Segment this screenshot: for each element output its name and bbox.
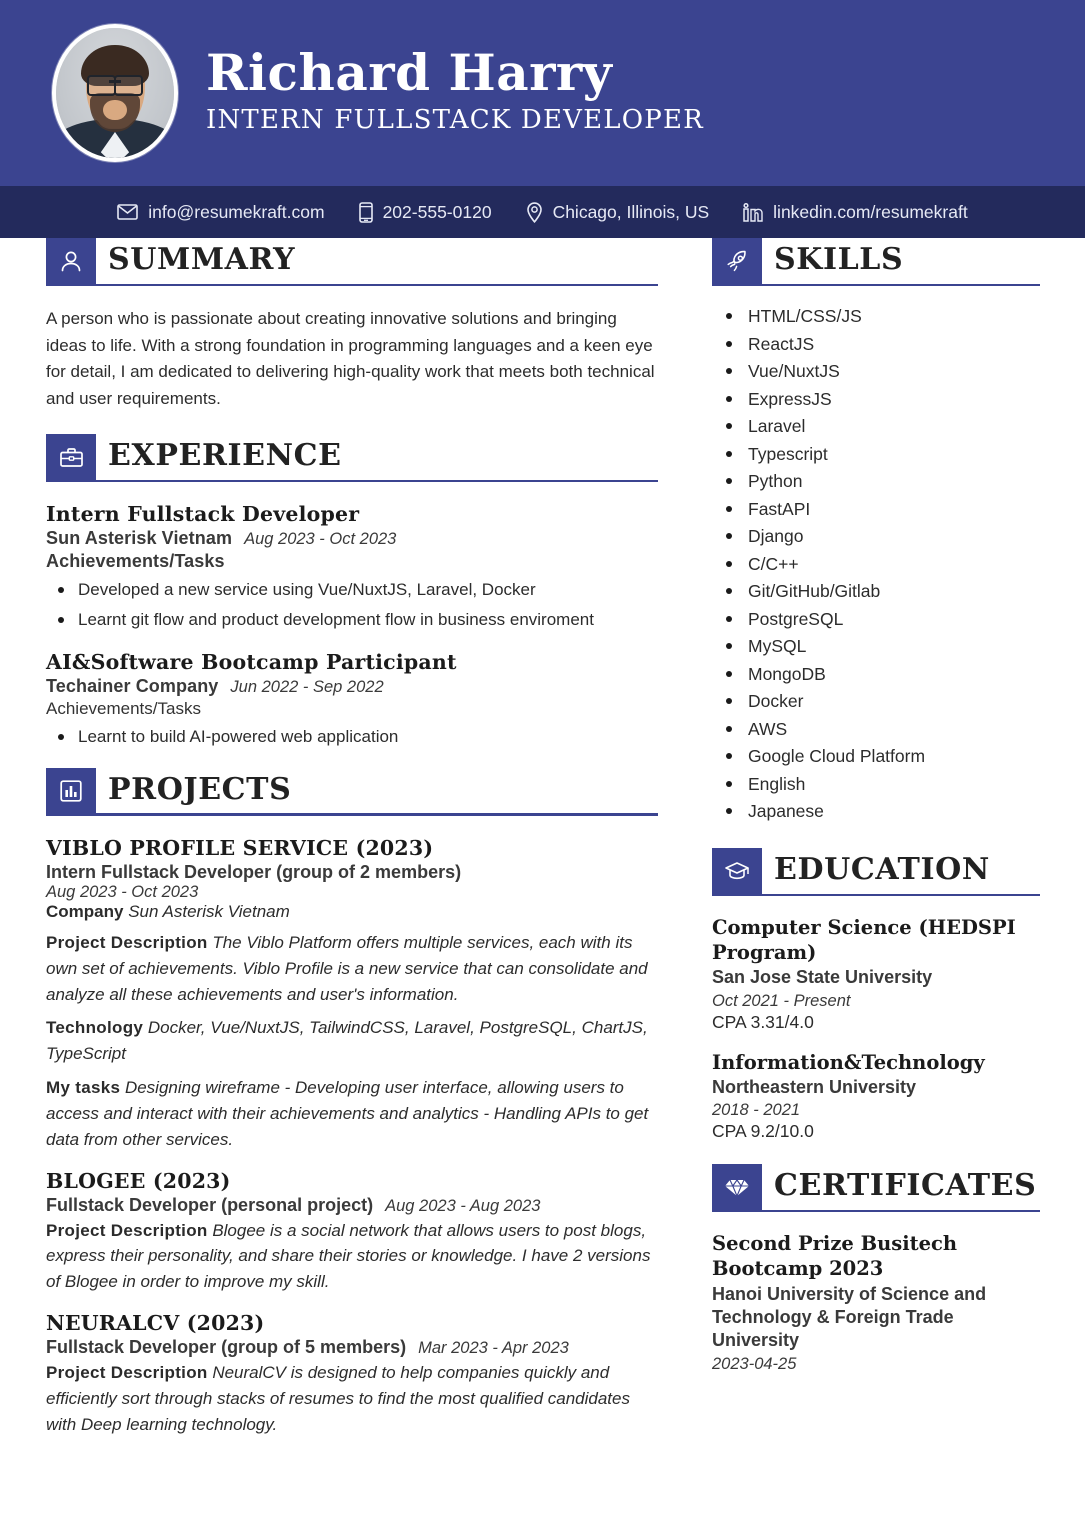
list-item: AWS bbox=[712, 719, 1042, 740]
contact-location[interactable] bbox=[526, 202, 710, 223]
contact-linkedin[interactable] bbox=[743, 202, 968, 223]
project-description-line bbox=[46, 1218, 660, 1295]
contact-linkedin-text: linkedin.com/resumekraft bbox=[773, 201, 968, 222]
candidate-name: Richard Harry bbox=[206, 42, 613, 102]
person-icon bbox=[46, 238, 96, 284]
experience-job-title: AI&Software Bootcamp Participant bbox=[46, 650, 457, 675]
project-description-value: NeuralCV is designed to help companies quickly and efficiently sort through stacks of resumes to find the most qualified candidates with Deep learning technology. bbox=[46, 1363, 630, 1434]
experience-divider bbox=[46, 480, 658, 483]
certificate-date: 2023-04-25 bbox=[712, 1354, 797, 1373]
contact-bar bbox=[0, 186, 1085, 238]
list-item: Typescript bbox=[712, 444, 1042, 465]
project-tasks-line bbox=[46, 1075, 660, 1152]
list-item: Google Cloud Platform bbox=[712, 746, 1042, 767]
certificate-issuer: Hanoi University of Science and Technology & Foreign Trade University bbox=[712, 1283, 987, 1351]
list-item: Vue/NuxtJS bbox=[712, 361, 1042, 382]
briefcase-icon bbox=[46, 434, 96, 480]
contact-location-text: Chicago, Illinois, US bbox=[552, 201, 710, 222]
list-item: Git/GitHub/Gitlab bbox=[712, 581, 1042, 602]
education-degree: Computer Science (HEDSPI Program) bbox=[712, 916, 1016, 964]
linkedin-icon bbox=[743, 203, 763, 222]
projects-divider bbox=[46, 813, 658, 816]
education-divider bbox=[712, 894, 1040, 897]
phone-icon bbox=[359, 202, 373, 223]
project-tasks-value: Designing wireframe - Developing user interface, allowing users to access and interact with their achievements and analytics - Handling APIs to get data from other services. bbox=[46, 1078, 649, 1149]
education-date: 2018 - 2021 bbox=[712, 1101, 801, 1120]
project-date: Mar 2023 - Apr 2023 bbox=[418, 1339, 569, 1358]
project-name: VIBLO PROFILE SERVICE (2023) bbox=[46, 835, 434, 860]
project-technology-label: Technology bbox=[46, 1018, 144, 1038]
list-item: ExpressJS bbox=[712, 389, 1042, 410]
list-item: Developed a new service using Vue/NuxtJS, Laravel, Docker bbox=[46, 578, 660, 603]
project-name: BLOGEE (2023) bbox=[46, 1168, 231, 1193]
list-item: MySQL bbox=[712, 636, 1042, 657]
contact-email-text: info@resumekraft.com bbox=[148, 201, 325, 222]
list-item: Learnt to build AI-powered web application bbox=[46, 725, 660, 750]
experience-title: EXPERIENCE bbox=[108, 438, 342, 474]
left-column bbox=[46, 238, 660, 1454]
project-name: NEURALCV (2023) bbox=[46, 1311, 265, 1336]
skills-section-header bbox=[712, 238, 1042, 294]
avatar-photo bbox=[56, 28, 174, 158]
graduation-cap-icon bbox=[712, 848, 762, 894]
list-item: MongoDB bbox=[712, 664, 1042, 685]
certificate-title: Second Prize Busitech Bootcamp 2023 bbox=[712, 1232, 958, 1281]
project-entry bbox=[46, 1169, 660, 1295]
candidate-job-title: INTERN FULLSTACK DEVELOPER bbox=[206, 104, 704, 135]
section-education bbox=[712, 848, 1042, 1142]
project-description-line bbox=[46, 1360, 660, 1437]
diamond-icon bbox=[712, 1164, 762, 1210]
project-company-value: Sun Asterisk Vietnam bbox=[128, 901, 290, 921]
experience-achievements-label: Achievements/Tasks bbox=[46, 699, 201, 719]
list-item: Python bbox=[712, 471, 1042, 492]
experience-company: Sun Asterisk Vietnam bbox=[46, 528, 233, 549]
project-role: Fullstack Developer (personal project) bbox=[46, 1194, 374, 1215]
summary-title: SUMMARY bbox=[108, 242, 296, 277]
education-title: EDUCATION bbox=[774, 852, 990, 887]
project-date: Aug 2023 - Oct 2023 bbox=[46, 882, 199, 901]
section-certificates bbox=[712, 1164, 1042, 1373]
certificates-section-header bbox=[712, 1164, 1042, 1220]
projects-section-header bbox=[46, 768, 660, 824]
list-item: PostgreSQL bbox=[712, 609, 1042, 630]
section-experience bbox=[46, 434, 660, 750]
project-tasks-label: My tasks bbox=[46, 1078, 121, 1098]
right-column bbox=[712, 238, 1042, 1392]
education-degree: Information&Technology bbox=[712, 1050, 985, 1074]
experience-achievements-label: Achievements/Tasks bbox=[46, 551, 225, 572]
experience-section-header bbox=[46, 434, 660, 490]
section-skills bbox=[712, 238, 1042, 822]
certificates-title: CERTIFICATES bbox=[774, 1168, 1037, 1204]
project-role: Intern Fullstack Developer (group of 2 members) bbox=[46, 861, 462, 882]
experience-job-title: Intern Fullstack Developer bbox=[46, 502, 360, 527]
summary-text: A person who is passionate about creating innovative solutions and bringing ideas to life. With a strong foundation in programming languages and a keen eye for detail, I am dedicated to delivering high-quality work that meets both technical and user requirements. bbox=[46, 309, 655, 408]
contact-email[interactable] bbox=[117, 202, 324, 223]
section-summary bbox=[46, 238, 660, 412]
list-item: FastAPI bbox=[712, 499, 1042, 520]
experience-date: Jun 2022 - Sep 2022 bbox=[230, 678, 384, 697]
experience-bullet-list bbox=[46, 725, 660, 750]
summary-divider bbox=[46, 284, 658, 287]
section-projects bbox=[46, 768, 660, 1438]
project-description-value: Blogee is a social network that allows users to post blogs, express their personality, and share their stories or knowledge. I have 2 versions of Blogee in order to improve my skill. bbox=[46, 1220, 651, 1292]
contact-phone-text: 202-555-0120 bbox=[382, 201, 492, 222]
contact-phone[interactable] bbox=[359, 202, 492, 223]
experience-company: Techainer Company bbox=[46, 676, 219, 697]
list-item: Laravel bbox=[712, 416, 1042, 437]
experience-date: Aug 2023 - Oct 2023 bbox=[244, 530, 397, 549]
experience-bullet-list bbox=[46, 578, 660, 632]
project-description-label: Project Description bbox=[46, 1363, 208, 1383]
email-icon bbox=[117, 204, 138, 220]
project-date: Aug 2023 - Aug 2023 bbox=[385, 1196, 541, 1215]
project-description-label: Project Description bbox=[46, 1220, 208, 1240]
education-date: Oct 2021 - Present bbox=[712, 991, 851, 1010]
certificates-divider bbox=[712, 1210, 1040, 1213]
projects-title: PROJECTS bbox=[108, 771, 292, 807]
project-role: Fullstack Developer (group of 5 members) bbox=[46, 1337, 407, 1358]
certificate-entry bbox=[712, 1232, 1042, 1373]
header-banner bbox=[0, 0, 1085, 186]
summary-section-header bbox=[46, 238, 660, 294]
project-entry bbox=[46, 836, 660, 1153]
list-item: HTML/CSS/JS bbox=[712, 306, 1042, 327]
education-section-header bbox=[712, 848, 1042, 904]
list-item: English bbox=[712, 774, 1042, 795]
location-icon bbox=[526, 202, 543, 223]
project-description-line bbox=[46, 930, 660, 1007]
project-description-label: Project Description bbox=[46, 932, 208, 952]
project-company-line bbox=[46, 902, 660, 922]
education-gpa: CPA 3.31/4.0 bbox=[712, 1011, 814, 1032]
chart-bar-icon bbox=[46, 768, 96, 814]
education-school: Northeastern University bbox=[712, 1077, 917, 1098]
education-entry bbox=[712, 916, 1042, 1033]
education-gpa: CPA 9.2/10.0 bbox=[712, 1121, 814, 1142]
education-school: San Jose State University bbox=[712, 967, 933, 988]
list-item: Docker bbox=[712, 691, 1042, 712]
project-technology-value: Docker, Vue/NuxtJS, TailwindCSS, Laravel, PostgreSQL, ChartJS, TypeScript bbox=[46, 1018, 648, 1064]
skills-divider bbox=[712, 284, 1040, 287]
skills-title: SKILLS bbox=[774, 242, 904, 277]
list-item: Learnt git flow and product development flow in business enviroment bbox=[46, 608, 660, 633]
list-item: Japanese bbox=[712, 801, 1042, 822]
project-description-value: The Viblo Platform offers multiple services, each with its own set of achievements. Viblo Profile is a new service that can consolidate and analyze all these achievements and user's information. bbox=[46, 932, 648, 1004]
project-company-label: Company bbox=[46, 901, 124, 921]
list-item: Django bbox=[712, 526, 1042, 547]
project-entry bbox=[46, 1311, 660, 1437]
list-item: ReactJS bbox=[712, 334, 1042, 355]
experience-entry bbox=[46, 502, 660, 632]
skills-list bbox=[712, 306, 1042, 822]
project-technology-line bbox=[46, 1015, 660, 1067]
name-block bbox=[206, 42, 704, 141]
rocket-icon bbox=[712, 238, 762, 284]
avatar bbox=[52, 24, 178, 162]
education-entry bbox=[712, 1051, 1042, 1143]
list-item: C/C++ bbox=[712, 554, 1042, 575]
experience-entry bbox=[46, 650, 660, 750]
